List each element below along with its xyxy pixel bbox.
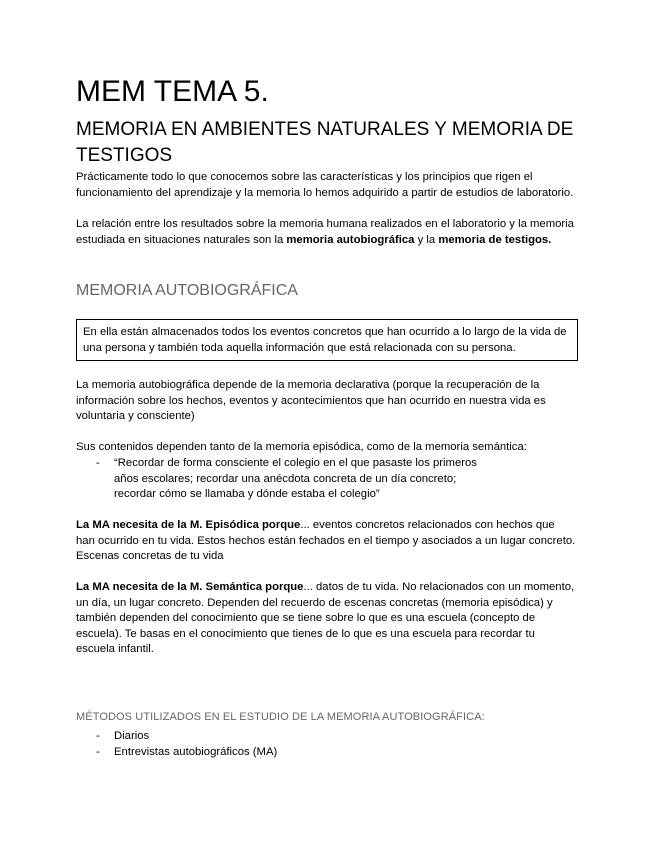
list-item: - “Recordar de forma consciente el colegio en el que pasaste los primeros años escolares; recordar una anécdota concreta de un día concreto; recordar cómo se llamaba y dónde estaba el colegio” — [76, 456, 496, 503]
relation-bold-2: memoria de testigos. — [438, 233, 552, 246]
methods-list — [76, 729, 576, 760]
list-item: - Diarios — [76, 729, 576, 745]
semantic-bold: La MA necesita de la M. Semántica porque — [76, 581, 304, 593]
relation-text-2: y la — [414, 233, 439, 246]
document-subtitle: MEMORIA EN AMBIENTES NATURALES Y MEMORIA DE TESTIGOS — [76, 119, 574, 166]
page-title: MEM TEMA 5. — [76, 75, 269, 108]
semantic-text: ... datos de tu vida. No relacionados con un momento, un día, un lugar concreto. Dependen del recuerdo de escenas concretas (memoria episódica) y también dependen del conocimiento que se tiene sobre lo que es una escuela (concepto de escuela). Te basas en el conocimiento que tienes de lo que es una escuela para recordar tu escuela infantil. — [76, 581, 575, 656]
definition-box: En ella están almacenados todos los eventos concretos que han ocurrido a lo largo de la vida de una persona y también toda aquella información que está relacionada con su persona. — [76, 319, 578, 361]
declarative-paragraph: La memoria autobiográfica depende de la memoria declarativa (porque la recuperación de la información sobre los hechos, eventos y acontecimientos que han ocurrido en nuestra vida es voluntaria y consciente) — [76, 379, 546, 423]
quote-list — [76, 456, 496, 503]
relation-text-1: La relación entre los resultados sobre la memoria humana realizados en el laboratorio y la memoria estudiada en situaciones naturales son la — [76, 218, 574, 246]
episodic-paragraph — [76, 518, 576, 565]
contents-paragraph: Sus contenidos dependen tanto de la memoria episódica, como de la memoria semántica: — [76, 441, 527, 453]
relation-bold-1: memoria autobiográfica — [286, 233, 415, 246]
list-item: - Entrevistas autobiográficos (MA) — [76, 745, 576, 761]
episodic-bold: La MA necesita de la M. Episódica porque — [76, 519, 301, 531]
section-heading-autobiographical: MEMORIA AUTOBIOGRÁFICA — [76, 282, 298, 299]
semantic-paragraph — [76, 580, 576, 658]
episodic-text: ... eventos concretos relacionados con hechos que han ocurrido en tu vida. Estos hechos están fechados en el tiempo y asociados a un lugar concreto. Escenas concretas de tu vida — [76, 519, 576, 563]
intro-paragraph: Prácticamente todo lo que conocemos sobre las características y los principios que rigen el funcionamiento del aprendizaje y la memoria lo hemos adquirido a partir de estudios de laboratorio. — [76, 171, 574, 199]
methods-heading: MÉTODOS UTILIZADOS EN EL ESTUDIO DE LA MEMORIA AUTOBIOGRÁFICA: — [76, 711, 485, 723]
relation-paragraph — [76, 217, 576, 248]
